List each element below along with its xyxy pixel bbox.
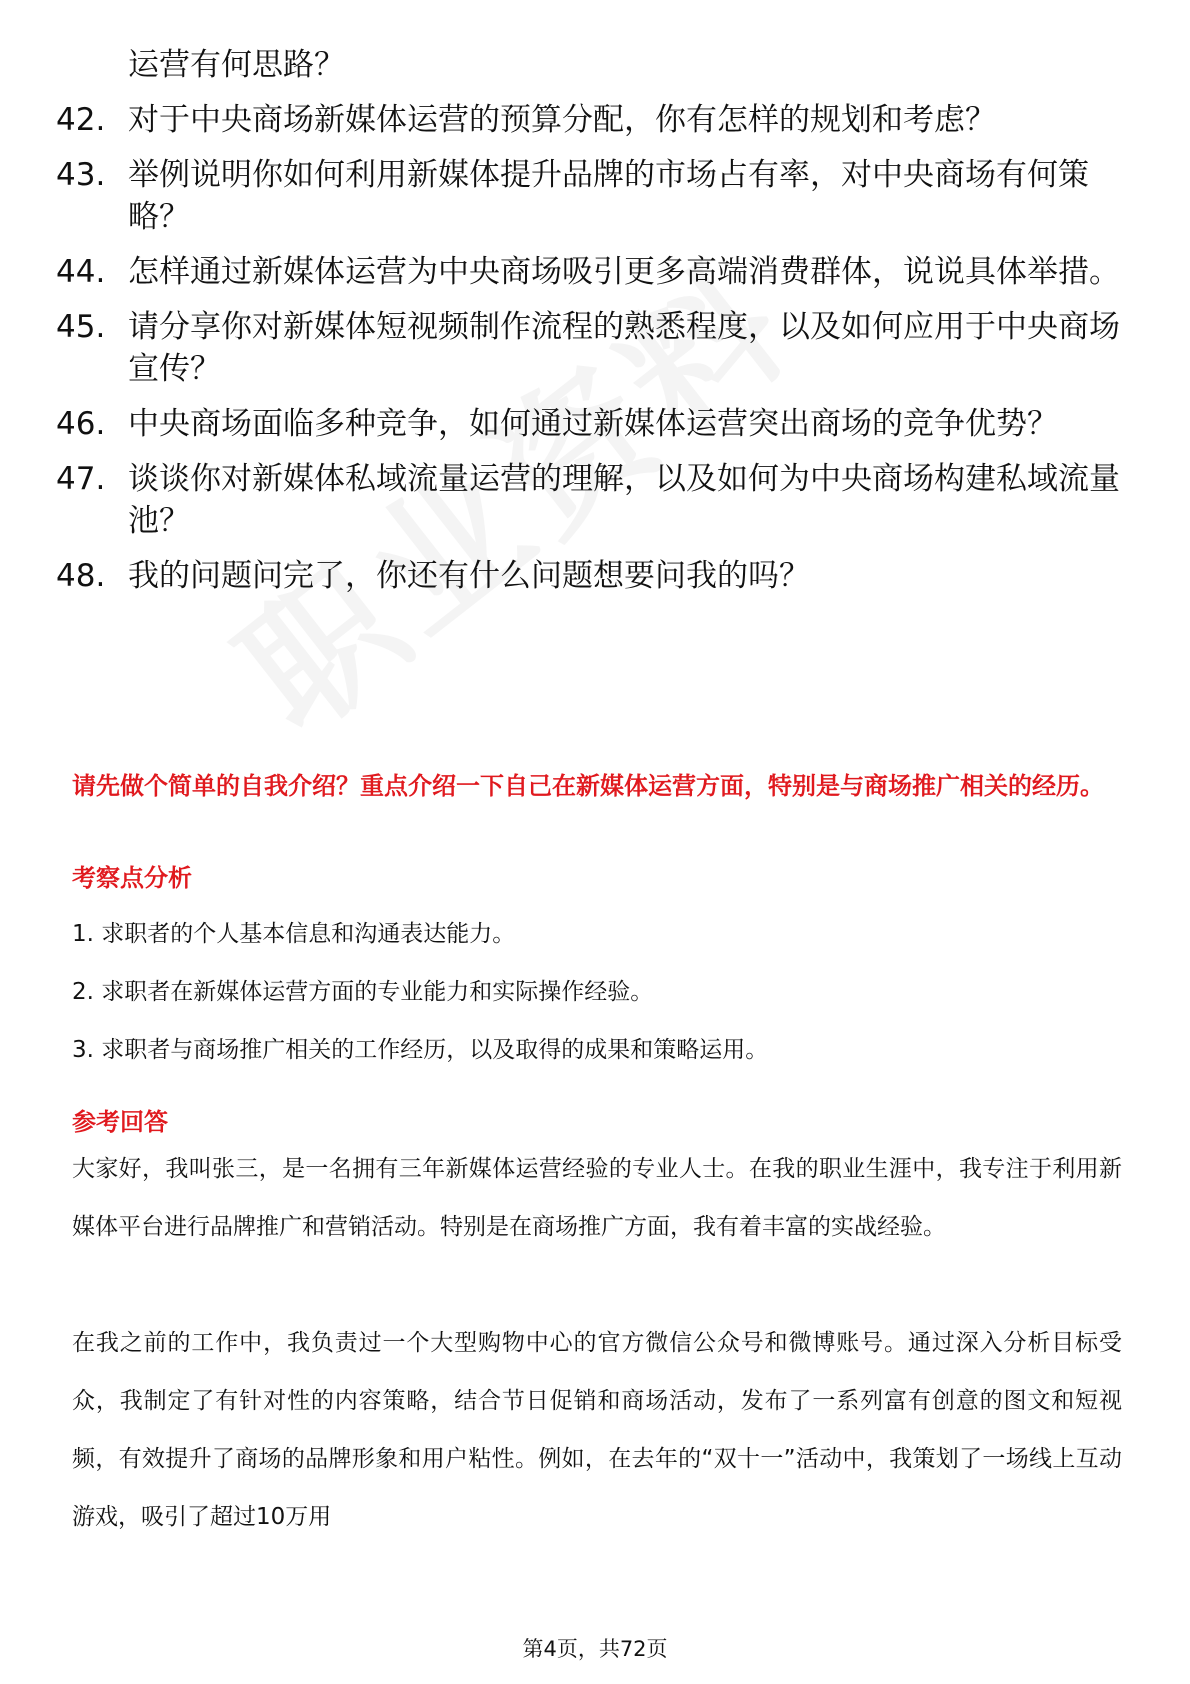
question-text: 谈谈你对新媒体私域流量运营的理解，以及如何为中央商场构建私域流量池？ [128, 461, 1120, 539]
analysis-point: 1. 求职者的个人基本信息和沟通表达能力。 [72, 921, 516, 947]
question-text: 请分享你对新媒体短视频制作流程的熟悉程度，以及如何应用于中央商场宣传？ [128, 309, 1120, 387]
question-text: 举例说明你如何利用新媒体提升品牌的市场占有率，对中央商场有何策略？ [128, 157, 1089, 235]
question-number: 47. [56, 461, 106, 497]
question-number: 45. [56, 309, 106, 345]
answer-section [72, 1104, 1122, 1546]
question-list [56, 44, 1136, 597]
answer-title: 参考回答 [72, 1108, 168, 1136]
analysis-point: 3. 求职者与商场推广相关的工作经历，以及取得的成果和策略运用。 [72, 1037, 769, 1063]
question-number: 43. [56, 157, 106, 193]
question-number: 42. [56, 102, 106, 138]
question-text: 我的问题问完了，你还有什么问题想要问我的吗？ [128, 558, 810, 594]
question-number: 44. [56, 254, 106, 290]
question-item [56, 458, 1136, 542]
page-footer: 第4页，共72页 [522, 1637, 668, 1661]
question-text: 对于中央商场新媒体运营的预算分配，你有怎样的规划和考虑？ [128, 102, 996, 138]
question-text: 中央商场面临多种竞争，如何通过新媒体运营突出商场的竞争优势？ [128, 406, 1058, 442]
answer-paragraph: 在我之前的工作中，我负责过一个大型购物中心的官方微信公众号和微博账号。通过深入分析目标受众，我制定了有针对性的内容策略，结合节日促销和商场活动，发布了一系列富有创意的图文和短视频，有效提升了商场的品牌形象和用户粘性。例如，在去年的“双十一”活动中，我策划了一场线上互动游戏，吸引了超过10万用 [72, 1330, 1122, 1530]
question-number: 48. [56, 558, 106, 594]
section-question [72, 768, 1122, 804]
answer-paragraph: 大家好，我叫张三，是一名拥有三年新媒体运营经验的专业人士。在我的职业生涯中，我专注于利用新媒体平台进行品牌推广和营销活动。特别是在商场推广方面，我有着丰富的实战经验。 [72, 1156, 1122, 1240]
analysis-title: 考察点分析 [72, 864, 192, 892]
analysis-section [72, 860, 1122, 1068]
question-text: 怎样通过新媒体运营为中央商场吸引更多高端消费群体，说说具体举措。 [128, 254, 1120, 290]
question-item [56, 251, 1136, 293]
question-item [56, 154, 1136, 238]
question-number: 46. [56, 406, 106, 442]
analysis-point: 2. 求职者在新媒体运营方面的专业能力和实际操作经验。 [72, 979, 654, 1005]
question-item [56, 99, 1136, 141]
question-item [56, 555, 1136, 597]
section-question-text: 请先做个简单的自我介绍？重点介绍一下自己在新媒体运营方面，特别是与商场推广相关的经历。 [72, 772, 1104, 800]
question-item [56, 403, 1136, 445]
question-continuation: 运营有何思路？ [128, 47, 345, 83]
question-item [56, 306, 1136, 390]
